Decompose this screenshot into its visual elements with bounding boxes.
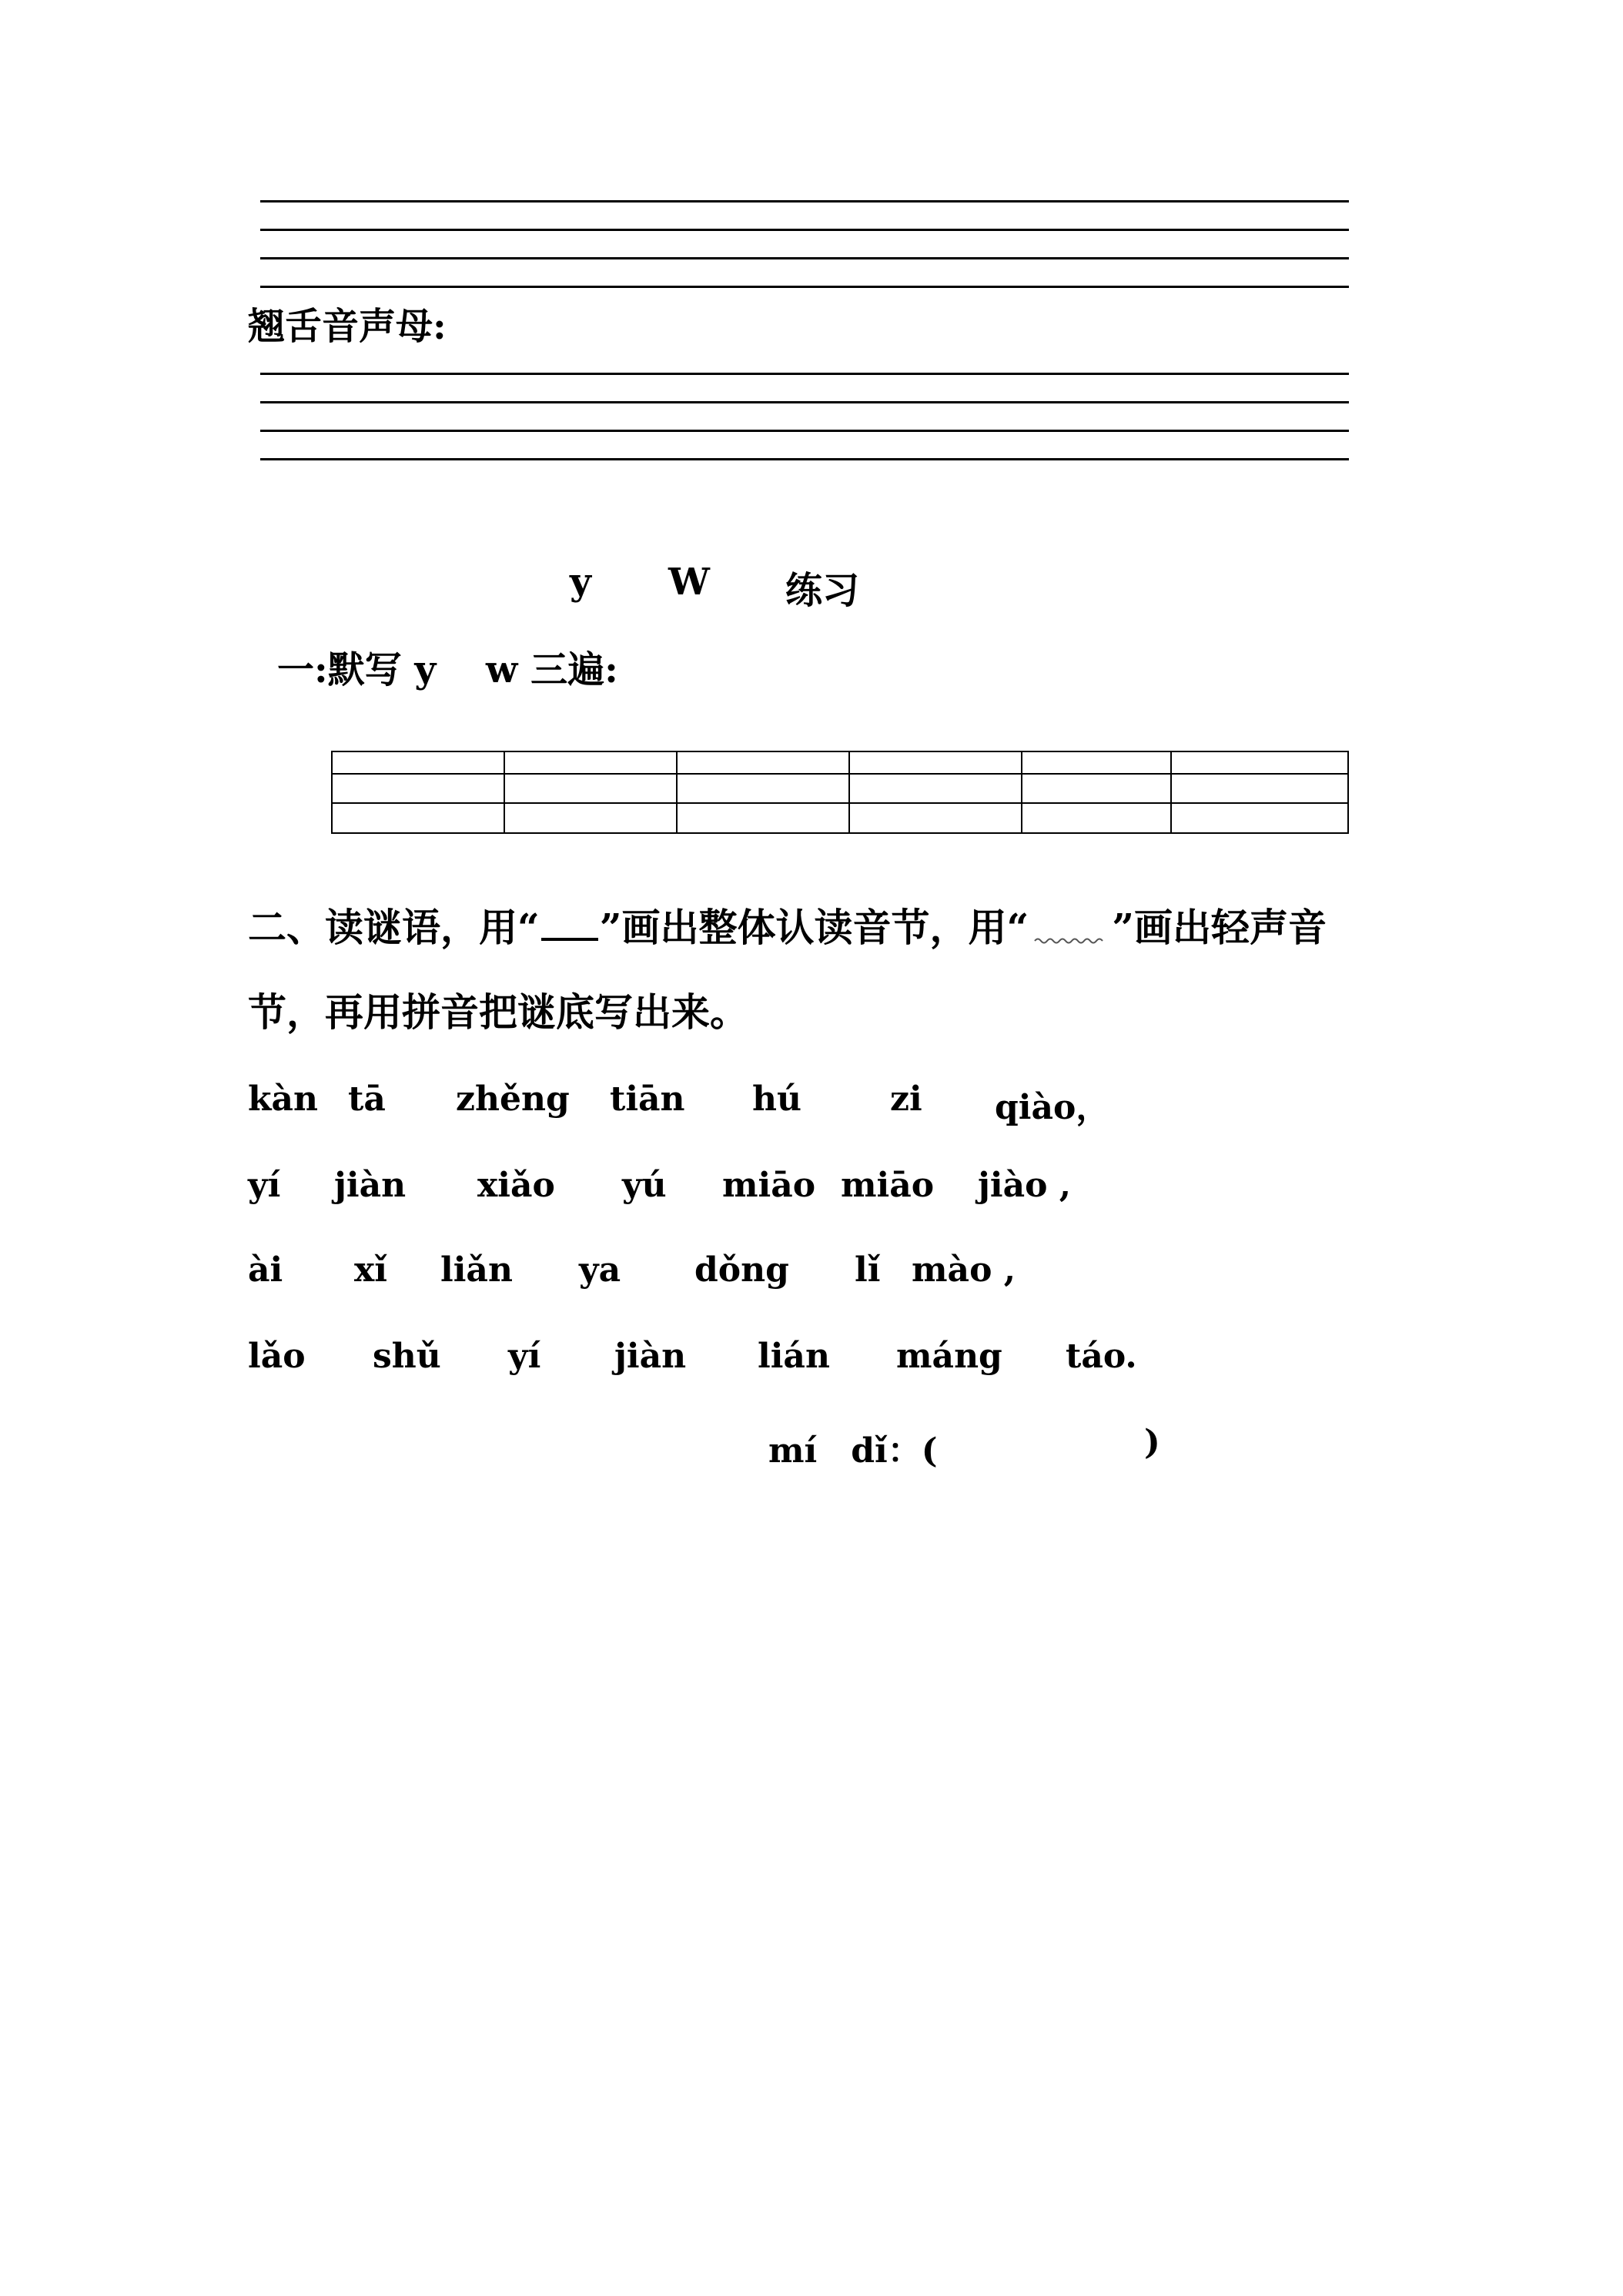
syllable: zhěng: [456, 1079, 570, 1119]
syllable: hú: [752, 1079, 801, 1119]
syllable: shǔ: [373, 1337, 441, 1376]
syllable: ài: [248, 1250, 283, 1290]
exercise-2-instruction: [248, 905, 1327, 950]
answer-blank[interactable]: [941, 1423, 1387, 1461]
syllable: miāo: [722, 1166, 816, 1205]
syllable: jiàn: [334, 1166, 407, 1205]
syllable: yí: [248, 1166, 281, 1205]
syllable: kàn: [248, 1079, 318, 1119]
solid-underline-sample: [541, 907, 598, 941]
syllable: yú: [622, 1166, 667, 1205]
syllable: máng: [896, 1337, 1002, 1376]
writing-cell[interactable]: [849, 774, 1022, 802]
writing-cell[interactable]: [849, 751, 1022, 774]
writing-line: [260, 373, 1349, 375]
writing-line: [260, 430, 1349, 432]
retroflex-heading: 翘舌音声母:: [248, 305, 447, 348]
syllable: táo.: [1066, 1337, 1137, 1376]
writing-cell[interactable]: [1171, 774, 1348, 802]
writing-line: [260, 286, 1349, 288]
writing-cell[interactable]: [504, 803, 677, 834]
exercise-1-heading: 一:默写 y w 三遍:: [277, 648, 618, 691]
syllable: xǐ: [354, 1250, 387, 1290]
syllable: tā: [348, 1079, 386, 1119]
title-label: 练习: [785, 569, 860, 612]
writing-cell[interactable]: [1171, 751, 1348, 774]
writing-line: [260, 200, 1349, 202]
syllable: jiàn: [614, 1337, 687, 1376]
syllable: dǒng: [694, 1250, 789, 1290]
writing-lines-top[interactable]: [260, 200, 1349, 290]
writing-lines-retroflex[interactable]: [260, 373, 1349, 462]
syllable: miāo: [841, 1166, 935, 1205]
syllable: qiào，: [995, 1088, 1110, 1127]
writing-cell[interactable]: [1022, 751, 1171, 774]
syllable: zi: [890, 1079, 922, 1119]
writing-cell[interactable]: [1171, 803, 1348, 834]
syllable: yí: [508, 1337, 541, 1376]
syllable: lǐ: [855, 1250, 881, 1290]
writing-cell[interactable]: [332, 803, 504, 834]
writing-cell[interactable]: [677, 774, 849, 802]
syllable: jiào ,: [978, 1166, 1072, 1205]
writing-line: [260, 458, 1349, 460]
writing-cell[interactable]: [849, 803, 1022, 834]
syllable: ya: [579, 1250, 621, 1290]
instruction-part-2: ”画出整体认读音节，用“: [599, 905, 1029, 950]
writing-cell[interactable]: [504, 751, 677, 774]
writing-cell[interactable]: [332, 751, 504, 774]
syllable: xiǎo: [477, 1166, 555, 1205]
syllable: lǎo: [248, 1337, 306, 1376]
writing-cell[interactable]: [1022, 803, 1171, 834]
writing-cell[interactable]: [504, 774, 677, 802]
instruction-part-1: 二、读谜语，用“: [248, 905, 540, 950]
syllable: lián: [758, 1337, 830, 1376]
writing-cell[interactable]: [1022, 774, 1171, 802]
answer-label: mí dǐ：(: [768, 1431, 938, 1471]
writing-line: [260, 257, 1349, 259]
syllable: tiān: [610, 1079, 685, 1119]
writing-line: [260, 401, 1349, 403]
yw-writing-table[interactable]: [331, 751, 1349, 834]
wavy-underline-sample: [1033, 910, 1107, 941]
syllable: mào ,: [912, 1250, 1016, 1290]
title-y: y: [570, 561, 591, 604]
exercise-2-instruction-line-2: 节，再用拼音把谜底写出来。: [248, 989, 748, 1035]
writing-cell[interactable]: [677, 803, 849, 834]
syllable: liǎn: [440, 1250, 513, 1290]
writing-cell[interactable]: [332, 774, 504, 802]
instruction-part-3: ”画出轻声音: [1112, 905, 1327, 950]
title-w: W: [668, 561, 710, 604]
writing-line: [260, 229, 1349, 231]
answer-close-paren: ): [1144, 1423, 1160, 1462]
writing-cell[interactable]: [677, 751, 849, 774]
